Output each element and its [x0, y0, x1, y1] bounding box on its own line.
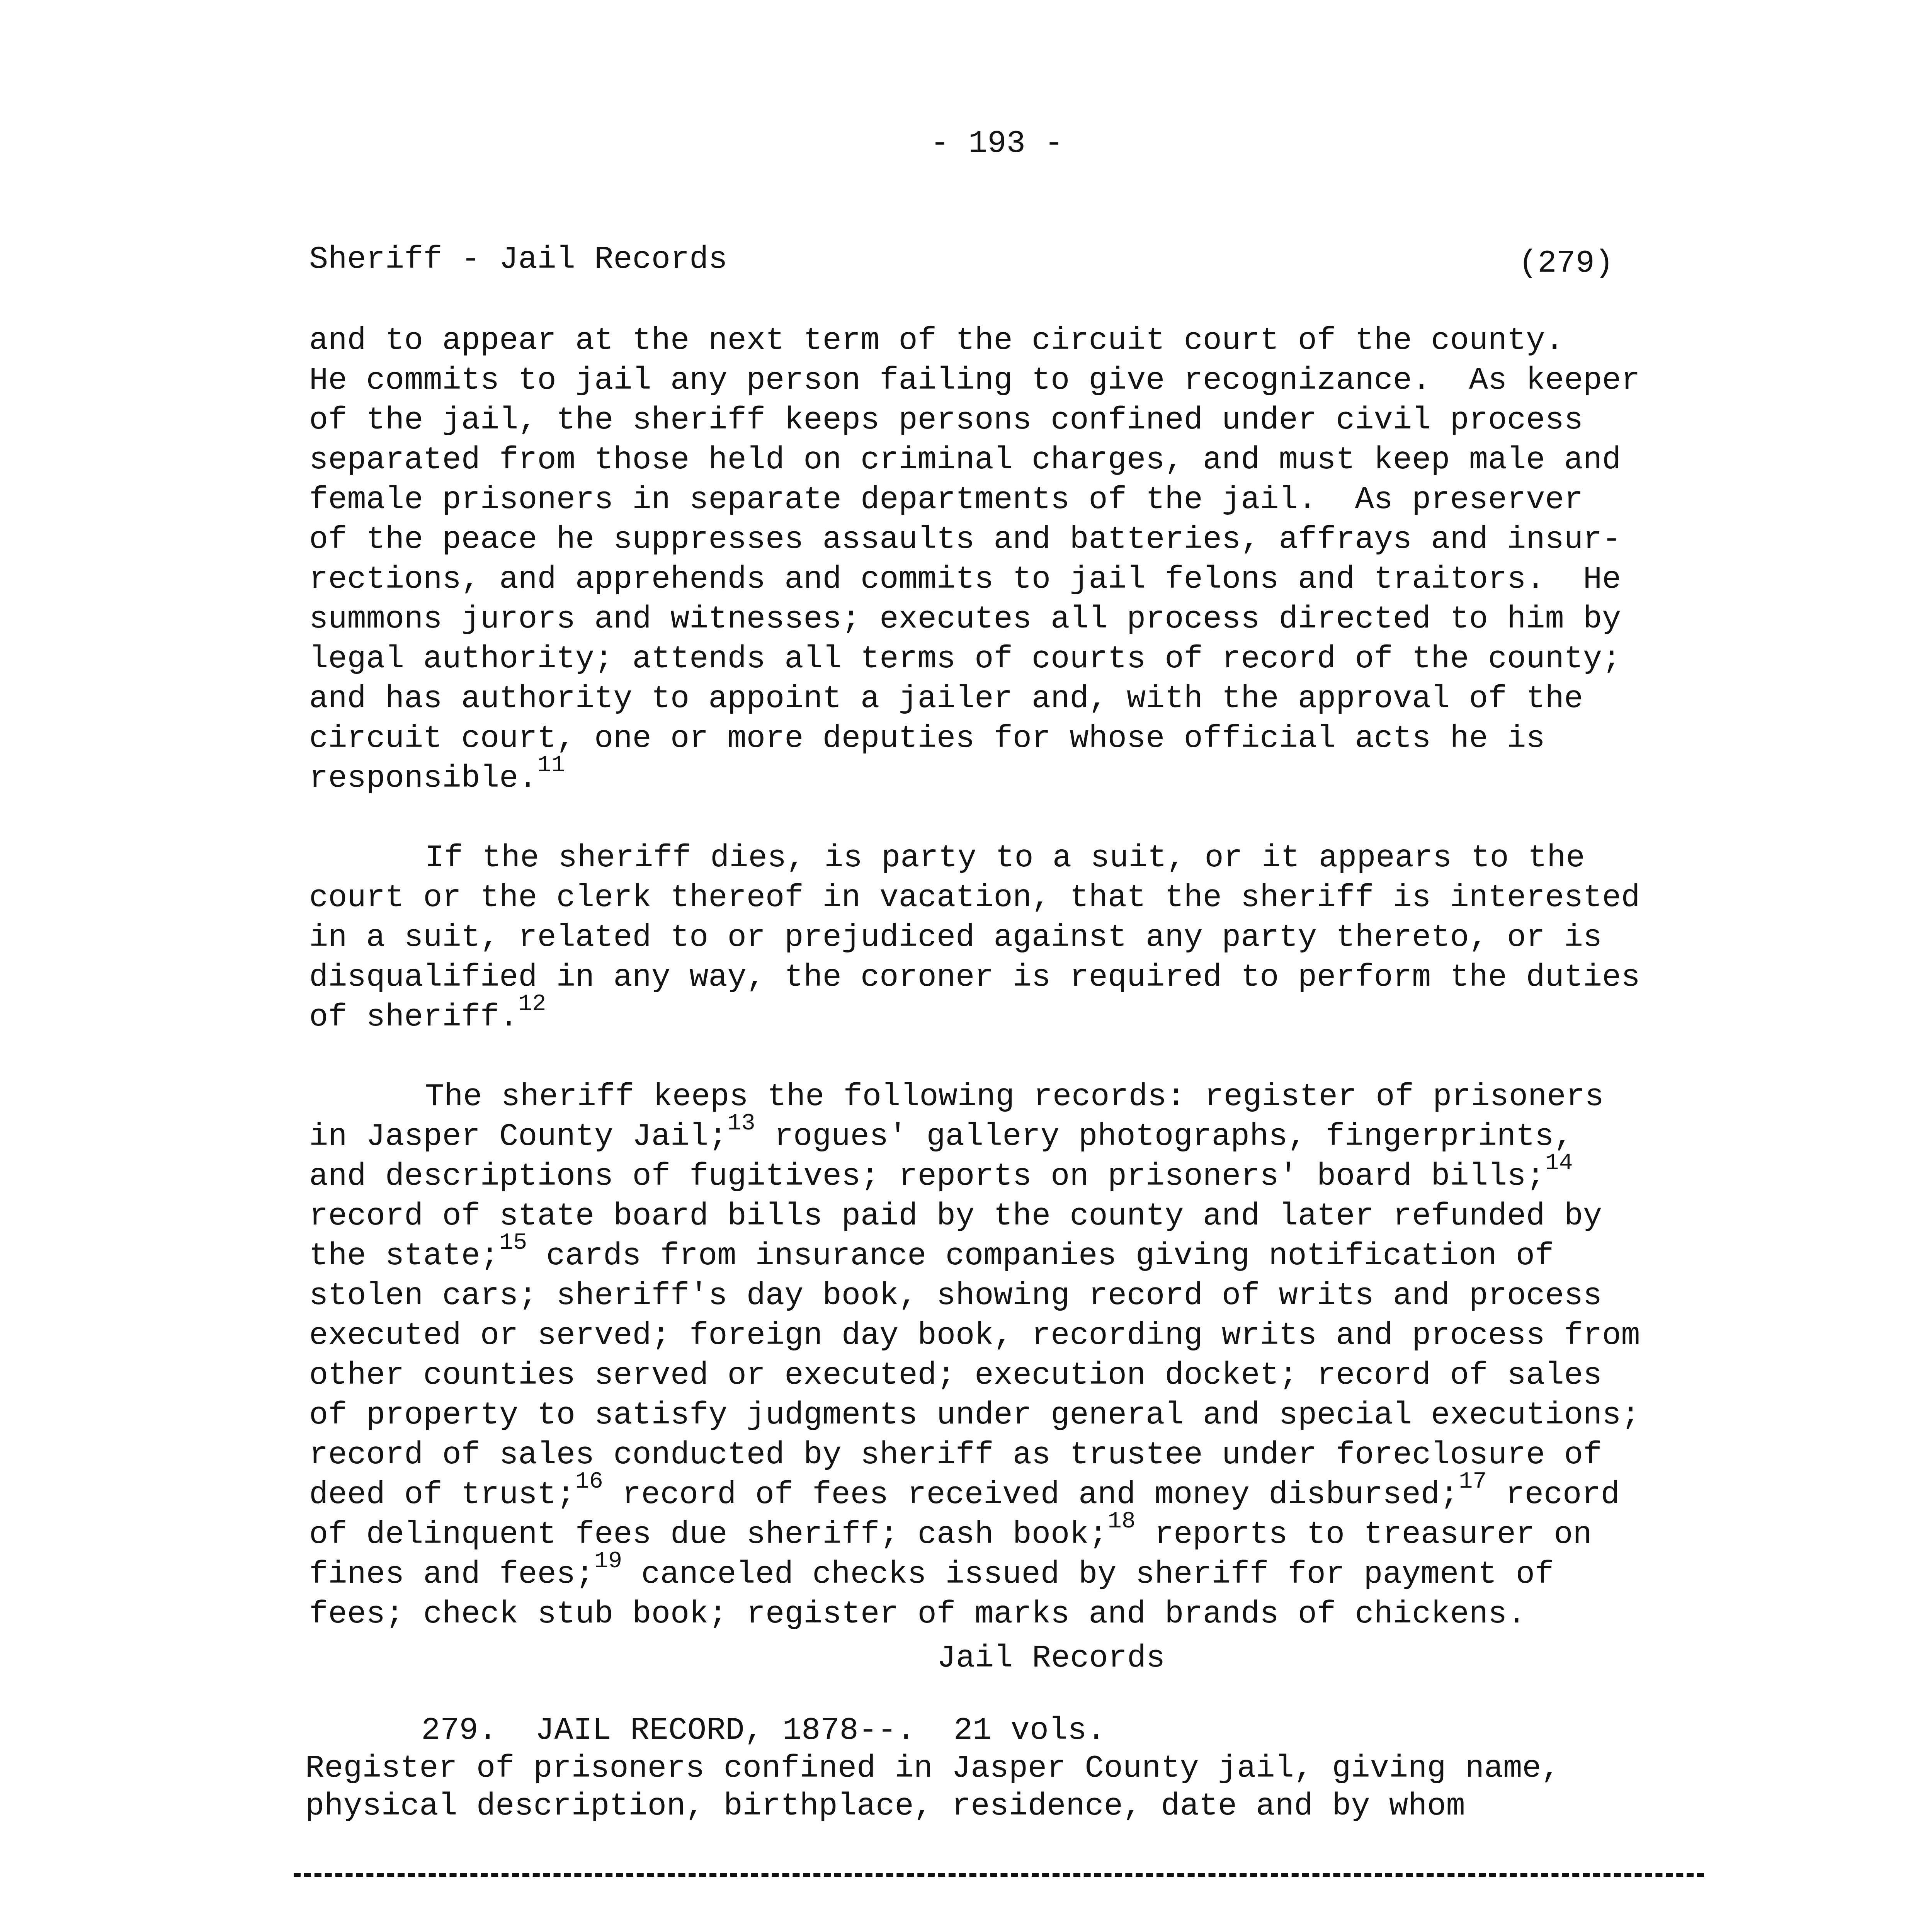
text-line: and to appear at the next term of the circuit court of the county. — [309, 323, 1564, 359]
text-line: legal authority; attends all terms of courts of record of the county; — [309, 641, 1621, 677]
entry-reference: (279) — [1519, 245, 1614, 281]
record-entry — [305, 1712, 1735, 1825]
text-fragment: of sheriff. — [309, 999, 519, 1035]
body-text — [309, 321, 1677, 1674]
section-heading: Jail Records — [937, 1640, 1165, 1676]
running-head: Sheriff - Jail Records — [309, 242, 728, 277]
entry-volumes: 21 vols. — [953, 1713, 1106, 1748]
text-line: disqualified in any way, the coroner is required to perform the duties — [309, 959, 1640, 995]
text-line: separated from those held on criminal charges, and must keep male and — [309, 442, 1621, 478]
footnote-ref[interactable]: 17 — [1459, 1468, 1487, 1495]
footnote-ref[interactable]: 18 — [1107, 1508, 1136, 1535]
text-fragment: responsible. — [309, 760, 537, 796]
text-fragment: reports to treasurer on — [1154, 1517, 1592, 1553]
text-fragment: the state; — [309, 1238, 500, 1274]
entry-description-line: physical description, birthplace, residence, date and by whom — [305, 1788, 1465, 1824]
text-line: If the sheriff dies, is party to a suit, or it appears to the — [425, 840, 1585, 876]
paragraph-records-list — [309, 1077, 1677, 1634]
entry-heading-line — [305, 1712, 1735, 1750]
text-line: circuit court, one or more deputies for whose official acts he is — [309, 721, 1545, 757]
text-line: The sheriff keeps the following records: register of prisoners — [425, 1079, 1604, 1115]
paragraph-coroner — [309, 838, 1677, 1037]
text-fragment: and descriptions of fugitives; reports on prisoners' board bills; — [309, 1158, 1545, 1194]
paragraph-sheriff-duties — [309, 321, 1677, 798]
text-line — [309, 1508, 1677, 1554]
text-line: court or the clerk thereof in vacation, that the sheriff is interested — [309, 880, 1640, 916]
text-line — [309, 1150, 1677, 1196]
page-number: - 193 - — [930, 126, 1064, 162]
text-fragment: deed of trust; — [309, 1477, 575, 1513]
text-fragment: record of fees received and money disbursed; — [622, 1477, 1459, 1513]
footnote-ref[interactable]: 15 — [499, 1230, 527, 1256]
text-line: fees; check stub book; register of marks and brands of chickens. — [309, 1596, 1526, 1632]
footnote-ref[interactable]: 14 — [1545, 1150, 1573, 1177]
text-line: stolen cars; sheriff's day book, showing record of writs and process — [309, 1278, 1602, 1314]
text-line — [309, 1468, 1677, 1515]
text-fragment: fines and fees; — [309, 1556, 595, 1592]
text-line: other counties served or executed; execution docket; record of sales — [309, 1357, 1602, 1393]
text-line: record of sales conducted by sheriff as trustee under foreclosure of — [309, 1437, 1602, 1473]
footnote-ref[interactable]: 11 — [537, 752, 565, 779]
text-line: of the jail, the sheriff keeps persons confined under civil process — [309, 402, 1583, 438]
text-line: rections, and apprehends and commits to jail felons and traitors. He — [309, 561, 1621, 597]
text-fragment: of delinquent fees due sheriff; cash book; — [309, 1517, 1108, 1553]
text-line: executed or served; foreign day book, recording writs and process from — [309, 1318, 1640, 1354]
footnote-ref[interactable]: 19 — [594, 1548, 622, 1575]
text-fragment: in Jasper County Jail; — [309, 1119, 728, 1155]
text-line: female prisoners in separate departments of the jail. As preserver — [309, 482, 1583, 518]
text-line: record of state board bills paid by the county and later refunded by — [309, 1198, 1602, 1234]
text-fragment: cards from insurance companies giving notification of — [546, 1238, 1554, 1274]
footnote-ref[interactable]: 12 — [518, 991, 546, 1017]
text-line: in a suit, related to or prejudiced against any party thereto, or is — [309, 920, 1602, 956]
text-line — [309, 752, 1677, 798]
text-line: and has authority to appoint a jailer and, with the approval of the — [309, 681, 1583, 717]
text-line: summons jurors and witnesses; executes all process directed to him by — [309, 601, 1621, 637]
text-line — [309, 1230, 1677, 1276]
text-line — [309, 1548, 1677, 1594]
text-line: He commits to jail any person failing to give recognizance. As keeper — [309, 362, 1640, 398]
text-fragment: record — [1505, 1477, 1620, 1513]
text-fragment: canceled checks issued by sheriff for payment of — [641, 1556, 1554, 1592]
footnote-ref[interactable]: 16 — [575, 1468, 603, 1495]
text-line — [309, 1110, 1677, 1156]
text-line — [309, 991, 1677, 1037]
footnote-divider — [294, 1873, 1704, 1877]
entry-description-line: Register of prisoners confined in Jasper County jail, giving name, — [305, 1750, 1560, 1786]
text-line: of the peace he suppresses assaults and batteries, affrays and insur- — [309, 522, 1621, 558]
entry-number: 279. — [421, 1713, 497, 1748]
text-line: of property to satisfy judgments under general and special executions; — [309, 1397, 1640, 1433]
text-fragment: rogues' gallery photographs, fingerprints, — [774, 1119, 1573, 1155]
entry-title: JAIL RECORD, 1878--. — [535, 1713, 916, 1748]
footnote-ref[interactable]: 13 — [727, 1110, 755, 1137]
